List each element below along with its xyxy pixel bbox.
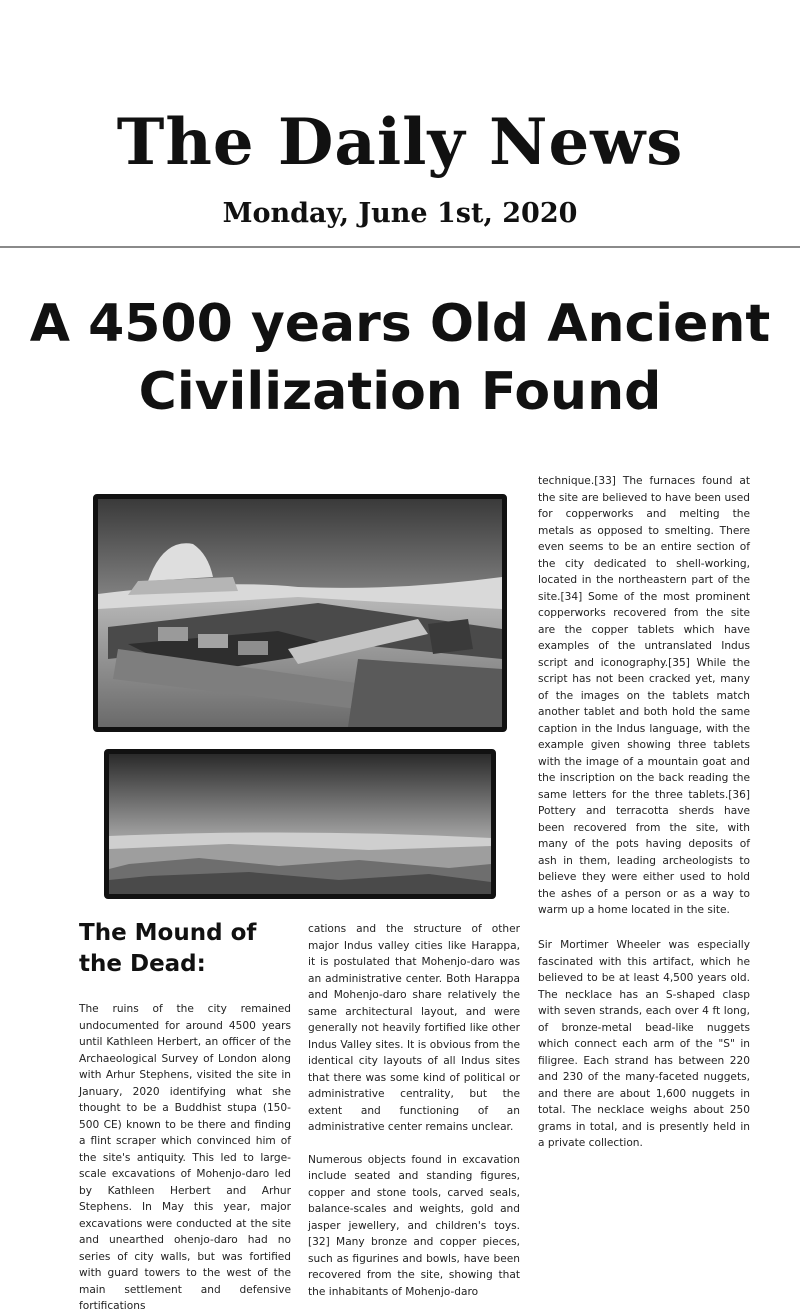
headline-line-1: A 4500 years Old Ancient xyxy=(29,294,771,354)
article-column-middle xyxy=(308,921,520,1298)
landscape-ruins-illustration xyxy=(109,754,491,894)
article-column-right-top xyxy=(538,473,750,919)
landscape-ruins-photo xyxy=(104,749,496,899)
headline-line-2: Civilization Found xyxy=(138,362,662,422)
article-paragraph: technique.[33] The furnaces found at the site are believed to have been used for copperworks and melting the metals as opposed to smelting. There even seems to be an entire section of the city dedicated to shell-working, located in the northeastern part of the site.[34] Some of the most prominent copperworks recovered from the site are the copper tablets which have examples of the untranslated Indus script and iconography.[35] While the script has not been cracked yet, many of the images on the tablets match another tablet and both hold the same caption in the Indus language, with the example given showing three tablets with the image of a mountain goat and the inscription on the back reading the same letters for the three tablets.[36] Pottery and terracotta sherds have been recovered from the site, with many of the pots having deposits of ash in them, leading archeologists to believe they were either used to hold the ashes of a person or as a way to warm up a home located in the site. xyxy=(538,475,750,916)
article-column-left xyxy=(79,1001,291,1312)
excavated-ruins-illustration xyxy=(98,499,502,727)
headline xyxy=(10,290,790,426)
masthead-title: The Daily News xyxy=(116,105,684,180)
masthead-divider xyxy=(0,246,800,248)
article-column-right-bottom xyxy=(538,937,750,1152)
article-paragraph: The ruins of the city remained undocumented for around 4500 years until Kathleen Herbert, an officer of the Archaeological Survey of London along with Arhur Stephens, visited the site in January, 2020 identifying what she thought to be a Buddhist stupa (150-500 CE) known to be there and finding a flint scraper which convinced him of the site's antiquity. This led to large-scale excavations of Mohenjo-daro led by Kathleen Herbert and Arhur Stephens. In May this year, major excavations were conducted at the site and unearthed ohenjo-daro had no series of city walls, but was fortified with guard towers to the west of the main settlement and defensive fortifications xyxy=(79,1003,291,1312)
section-title: The Mound of the Dead: xyxy=(79,920,257,977)
masthead-date: Monday, June 1st, 2020 xyxy=(222,198,578,229)
article-paragraph: Sir Mortimer Wheeler was especially fascinated with this artifact, which he believed to be at least 4,500 years old. The necklace has an S-shaped clasp with seven strands, each over 4 ft long, of bronze-metal bead-like nuggets which connect each arm of the "S" in filigree. Each strand has between 220 and 230 of the many-faceted nuggets, and there are about 1,600 nuggets in total. The necklace weighs about 250 grams in total, and is presently held in a private collection. xyxy=(538,939,750,1149)
excavated-ruins-photo xyxy=(93,494,507,732)
article-paragraph: Numerous objects found in excavation include seated and standing figures, copper and stone tools, carved seals, balance-scales and weights, gold and jasper jewellery, and children's toys.[32] Many bronze and copper pieces, such as figurines and bowls, have been recovered from the site, showing that the inhabitants of Mohenjo-daro xyxy=(308,1153,520,1298)
article-paragraph: cations and the structure of other major Indus valley cities like Harappa, it is postulated that Mohenjo-daro was an administrative center. Both Harappa and Mohenjo-daro share relatively the same architectural layout, and were generally not heavily fortified like other Indus Valley sites. It is obvious from the identical city layouts of all Indus sites that there was some kind of political or administrative centrality, but the extent and functioning of an administrative center remains unclear. xyxy=(308,923,520,1133)
